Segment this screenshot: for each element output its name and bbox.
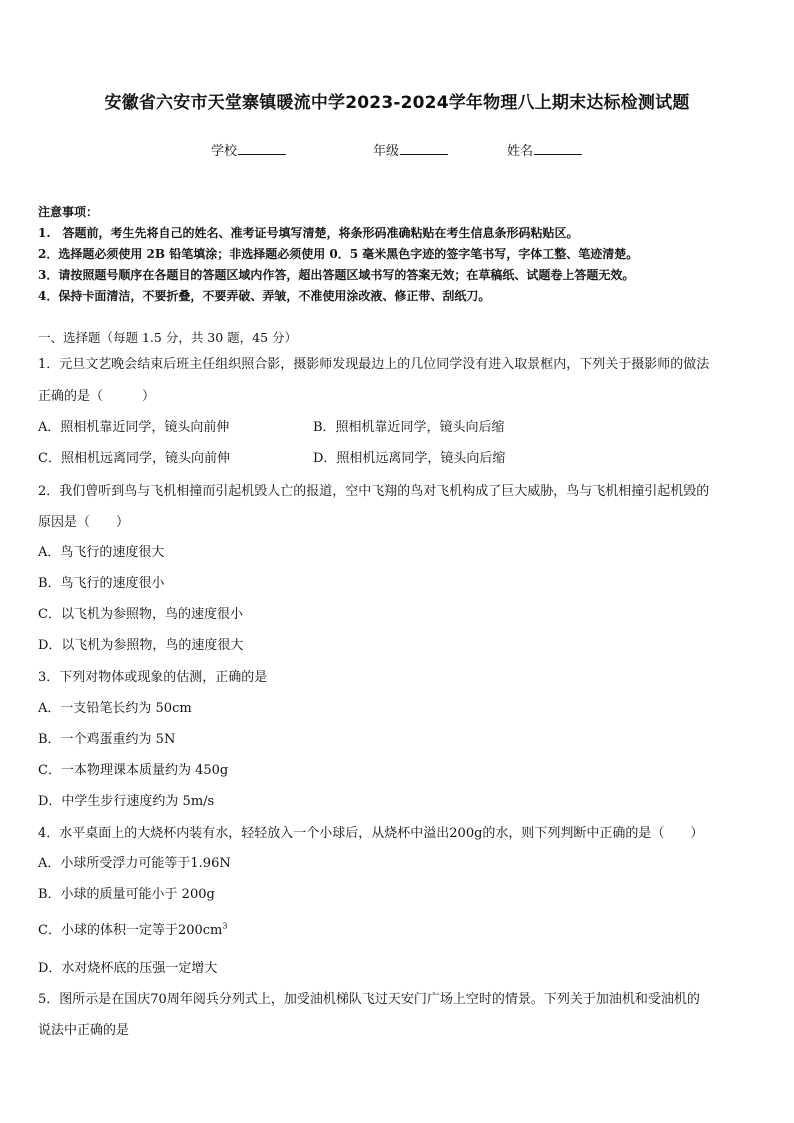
q2-stem-line2: 原因是（ ） [38, 515, 130, 530]
q4-stem: 4．水平桌面上的大烧杯内装有水，轻轻放入一个小球后，从烧杯中溢出200g的水，则下列判断中正确的是（ ） [38, 826, 704, 841]
q2-option-a: A．鸟飞行的速度很大 [38, 545, 165, 560]
notice-item-4: 4．保持卡面清洁，不要折叠，不要弄破、弄皱，不准使用涂改液、修正带、刮纸刀。 [38, 289, 491, 303]
grade-blank [400, 142, 448, 155]
grade-field [373, 140, 448, 159]
cubic-superscript: 3 [222, 921, 228, 931]
grade-label: 年级 [373, 144, 400, 159]
q4-option-c-text: C．小球的体积一定等于200cm [38, 923, 223, 938]
name-label: 姓名 [507, 144, 534, 159]
q2-option-d: D．以飞机为参照物，鸟的速度很大 [38, 638, 244, 653]
q1-stem-line1: 1．元旦文艺晚会结束后班主任组织照合影，摄影师发现最边上的几位同学没有进入取景框内，下列关于摄影师的做法 [38, 357, 710, 372]
name-blank [534, 142, 582, 155]
q1-stem-line2: 正确的是（ ） [38, 389, 156, 404]
q1-option-b: B．照相机靠近同学，镜头向后缩 [313, 420, 505, 435]
name-field [507, 140, 582, 159]
q4-option-b: B．小球的质量可能小于 200g [38, 887, 215, 902]
q2-option-b: B．鸟飞行的速度很小 [38, 576, 165, 591]
q2-stem-line1: 2．我们曾听到鸟与飞机相撞而引起机毁人亡的报道，空中飞翔的鸟对飞机构成了巨大威胁，鸟与飞机相撞引起机毁的 [38, 484, 710, 499]
q3-option-d: D．中学生步行速度约为 5m/s [38, 794, 215, 809]
q1-option-a: A．照相机靠近同学，镜头向前伸 [38, 420, 230, 435]
page-title: 安徽省六安市天堂寨镇暖流中学2023-2024学年物理八上期末达标检测试题 [104, 93, 690, 113]
q4-option-d: D．水对烧杯底的压强一定增大 [38, 961, 218, 976]
q1-option-d: D．照相机远离同学，镜头向后缩 [313, 451, 506, 466]
school-field [211, 140, 286, 159]
q3-option-a: A．一支铅笔长约为 50cm [38, 701, 192, 716]
q1-option-c: C．照相机远离同学，镜头向前伸 [38, 451, 230, 466]
q3-option-c: C．一本物理课本质量约为 450g [38, 763, 229, 778]
school-blank [238, 142, 286, 155]
q4-option-a: A．小球所受浮力可能等于1.96N [38, 856, 231, 871]
q5-stem-line2: 说法中正确的是 [38, 1023, 130, 1038]
notice-item-1: 1. 答题前，考生先将自己的姓名、准考证号填写清楚，将条形码准确粘贴在考生信息条形码粘贴区。 [38, 226, 579, 240]
section-heading: 一、选择题（每题 1.5 分，共 30 题，45 分） [38, 330, 298, 345]
q2-option-c: C．以飞机为参照物，鸟的速度很小 [38, 607, 243, 622]
q3-option-b: B．一个鸡蛋重约为 5N [38, 732, 176, 747]
school-label: 学校 [211, 144, 238, 159]
notice-item-2: 2．选择题必须使用 2B 铅笔填涂；非选择题必须使用 0．5 毫米黑色字迹的签字笔书写，字体工整、笔迹清楚。 [38, 247, 639, 261]
q3-stem: 3．下列对物体或现象的估测，正确的是 [38, 670, 268, 685]
q5-stem-line1: 5．图所示是在国庆70周年阅兵分列式上，加受油机梯队飞过天安门广场上空时的情景。下列关于加油机和受油机的 [38, 992, 700, 1007]
q4-option-c [38, 919, 227, 938]
notice-item-3: 3．请按照题号顺序在各题目的答题区域内作答，超出答题区域书写的答案无效；在草稿纸、试题卷上答题无效。 [38, 268, 635, 282]
notice-heading: 注意事项： [38, 205, 99, 219]
